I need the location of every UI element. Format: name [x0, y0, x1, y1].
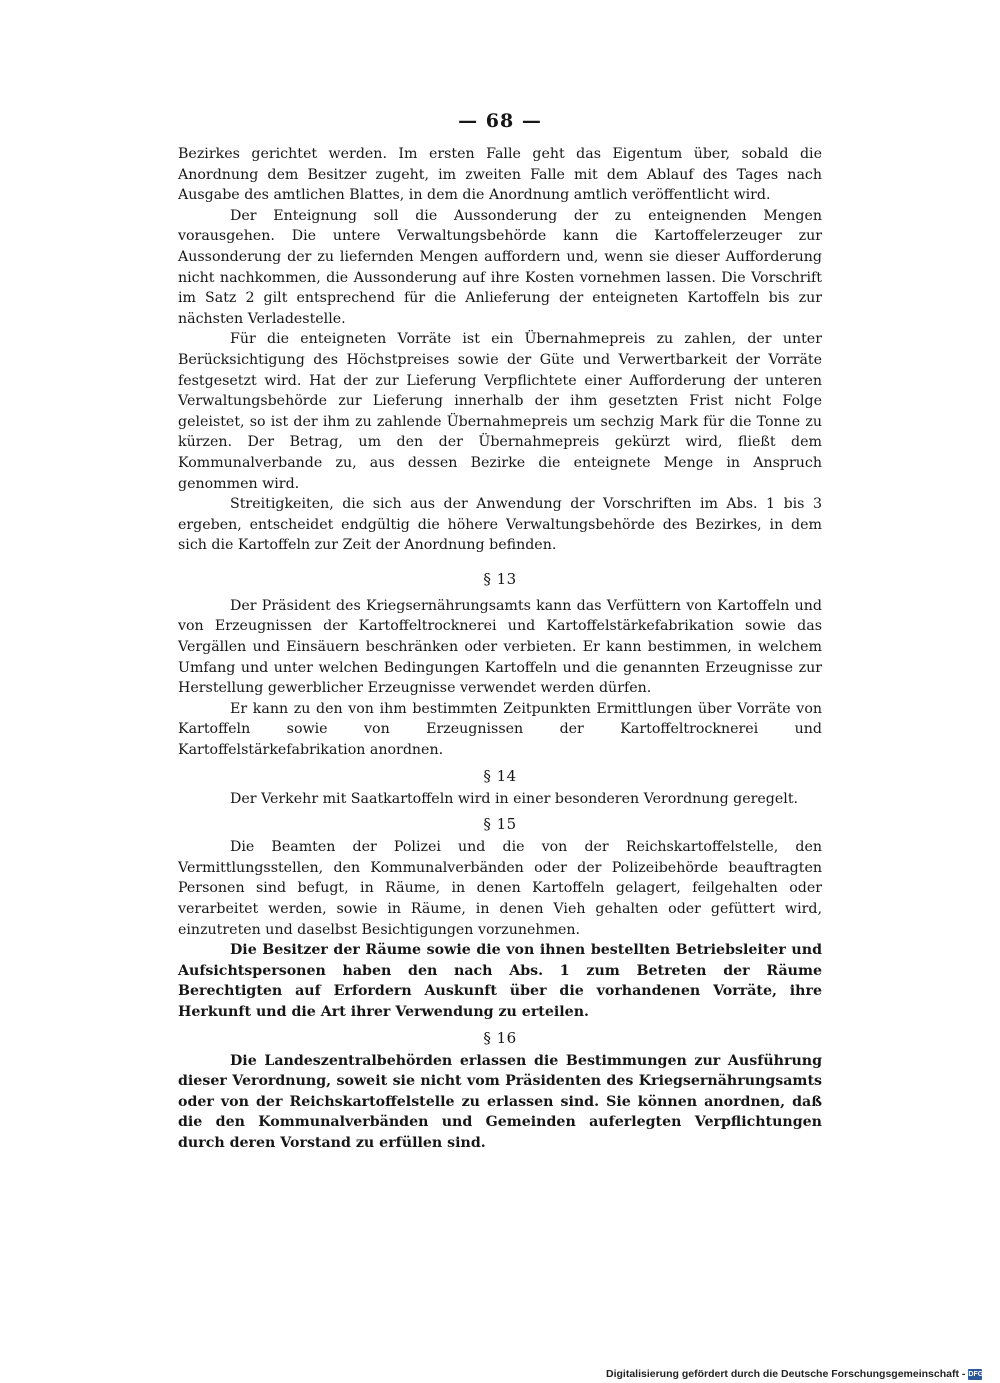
- dfg-logo-icon: DFG: [968, 1370, 984, 1378]
- paragraph: Streitigkeiten, die sich aus der Anwendung der Vorschriften im Abs. 1 bis 3 ergeben, entscheidet endgültig die höhere Verwaltungsbehörde des Bezirkes, in dem sich die Kartoffeln zur Zeit der Anordnung befinden.: [178, 496, 822, 554]
- paragraph: Bezirkes gerichtet werden. Im ersten Falle geht das Eigentum über, sobald die Anordnung dem Besitzer zugeht, im zweiten Falle mit dem Ablauf des Tages nach Ausgabe des amtlichen Blattes, in dem die Anordnung amtlich veröffentlicht wird.: [178, 146, 822, 204]
- section-heading-16: § 16: [483, 1028, 517, 1047]
- page-number: — 68 —: [458, 110, 542, 132]
- document-page: [178, 110, 822, 1154]
- digitization-footer: [606, 1367, 986, 1381]
- section-heading-13: § 13: [483, 569, 517, 588]
- paragraph: Der Präsident des Kriegsernährungsamts kann das Verfüttern von Kartoffeln und von Erzeugnissen der Kartoffeltrocknerei und Kartoffelstärkefabrikation sowie das Vergällen und Einsäuern beschränken oder verbieten. Er kann bestimmen, in welchem Umfang und unter welchen Bedingungen Kartoffeln und die genannten Erzeugnisse zur Herstellung gewerblicher Erzeugnisse verwendet werden dürfen.: [178, 597, 822, 697]
- section-heading-15: § 15: [483, 815, 517, 834]
- paragraph: Der Verkehr mit Saatkartoffeln wird in einer besonderen Verordnung geregelt.: [230, 790, 799, 807]
- paragraph: Die Besitzer der Räume sowie die von ihnen bestellten Betriebsleiter und Aufsichtspersonen haben den nach Abs. 1 zum Betreten der Räume Berechtigten auf Erfordern Auskunft über die vorhandenen Vorräte, ihre Herkunft und die Art ihrer Verwendung zu erteilen.: [178, 942, 822, 1020]
- footer-text: Digitalisierung gefördert durch die Deutsche Forschungsgemeinschaft -: [606, 1368, 966, 1380]
- section-heading-14: § 14: [483, 766, 517, 785]
- paragraph: Die Landeszentralbehörden erlassen die Bestimmungen zur Ausführung dieser Verordnung, soweit sie nicht vom Präsidenten des Kriegsernährungsamts oder von der Reichskartoffelstelle zu erlassen sind. Sie können anordnen, daß die den Kommunalverbänden und Gemeinden auferlegten Verpflichtungen durch deren Vorstand zu erfüllen sind.: [178, 1052, 822, 1151]
- paragraph: Für die enteigneten Vorräte ist ein Übernahmepreis zu zahlen, der unter Berücksichtigung des Höchstpreises sowie der Güte und Verwertbarkeit der Vorräte festgesetzt wird. Hat der zur Lieferung Verpflichtete einer Aufforderung der unteren Verwaltungsbehörde zur Lieferung innerhalb der ihm gesetzten Frist nicht Folge geleistet, so ist der ihm zu zahlende Übernahmepreis um sechzig Mark für die Tonne zu kürzen. Der Betrag, um den der Übernahmepreis gekürzt wird, fließt dem Kommunalverbande zu, aus dessen Bezirke die enteignete Menge in Anspruch genommen wird.: [178, 331, 822, 492]
- paragraph: Der Enteignung soll die Aussonderung der zu enteignenden Mengen vorausgehen. Die untere Verwaltungsbehörde kann die Kartoffelerzeuger zur Aussonderung der zu liefernden Mengen auffordern und, wenn sie dieser Aufforderung nicht nachkommen, die Aussonderung auf ihre Kosten vornehmen lassen. Die Vorschrift im Satz 2 gilt entsprechend für die Anlieferung der enteigneten Kartoffeln bis zur nächsten Verladestelle.: [178, 207, 822, 327]
- paragraph: Er kann zu den von ihm bestimmten Zeitpunkten Ermittlungen über Vorräte von Kartoffeln sowie von Erzeugnissen der Kartoffeltrocknerei und Kartoffelstärkefabrikation anordnen.: [178, 700, 822, 759]
- paragraph: Die Beamten der Polizei und die von der Reichskartoffelstelle, den Vermittlungsstellen, den Kommunalverbänden oder der Polizeibehörde beauftragten Personen sind befugt, in Räume, in denen Kartoffeln gelagert, feilgehalten oder verarbeitet werden, sowie in Räume, in denen Vieh gehalten oder gefüttert wird, einzutreten und daselbst Besichtigungen vorzunehmen.: [178, 839, 822, 938]
